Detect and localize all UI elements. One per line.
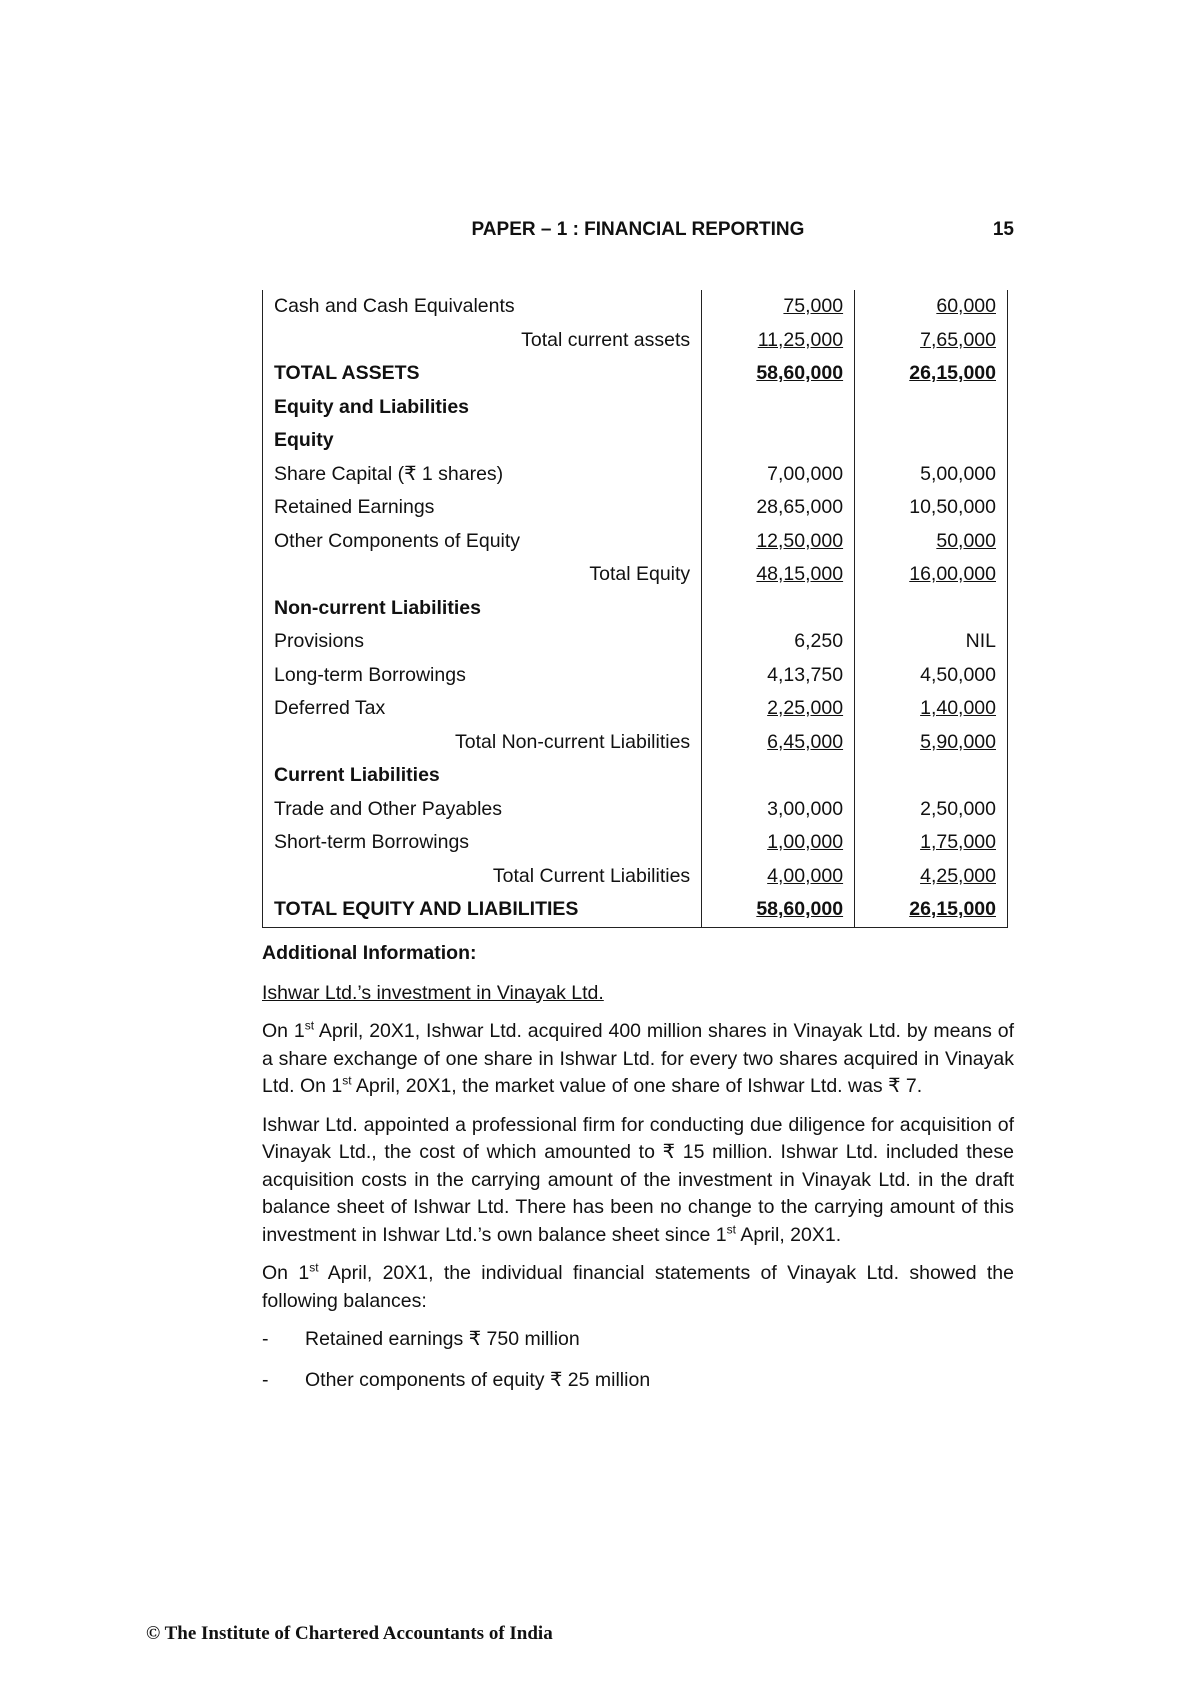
value-vinayak: 5,90,000	[920, 730, 996, 753]
table-row	[263, 726, 1008, 760]
row-label: Total Equity	[263, 558, 702, 592]
list-item	[262, 1326, 1014, 1354]
table-row	[263, 458, 1008, 492]
row-label: Long-term Borrowings	[263, 659, 702, 693]
section-heading: Equity and Liabilities	[263, 391, 702, 425]
value-ishwar: 3,00,000	[767, 797, 844, 820]
superscript: st	[304, 1018, 315, 1033]
value-ishwar: 58,60,000	[756, 362, 844, 385]
paragraph-share-exchange: On 1st April, 20X1, Ishwar Ltd. acquired 400 million shares in Vinayak Ltd. by means of a share exchange of one share in Ishwar Ltd. for every two shares acquired in Vinayak Ltd. On 1st April, 20X1, the market value of one share of Ishwar Ltd. was ₹ 7.	[262, 1018, 1014, 1097]
table-row	[263, 424, 1008, 458]
value-ishwar: 4,13,750	[767, 663, 844, 686]
value-ishwar: 7,00,000	[767, 462, 844, 485]
paragraph-balances: On 1st April, 20X1, the individual financial statements of Vinayak Ltd. showed the following balances:	[262, 1260, 1014, 1312]
table-row	[263, 558, 1008, 592]
row-label: TOTAL EQUITY AND LIABILITIES	[263, 893, 702, 927]
bullet-text: Other components of equity ₹ 25 million	[305, 1368, 651, 1391]
section-heading: Non-current Liabilities	[263, 592, 702, 626]
additional-information	[262, 940, 1014, 1407]
row-label: Deferred Tax	[263, 692, 702, 726]
row-label: Total Non-current Liabilities	[263, 726, 702, 760]
value-vinayak: NIL	[965, 630, 996, 653]
row-label: Share Capital (₹ 1 shares)	[263, 458, 702, 492]
value-vinayak: 4,50,000	[920, 663, 996, 686]
value-vinayak: 26,15,000	[909, 898, 996, 921]
section-heading: Equity	[263, 424, 702, 458]
value-vinayak: 60,000	[936, 295, 996, 318]
row-label: Retained Earnings	[263, 491, 702, 525]
table-row	[263, 826, 1008, 860]
subheading-text: Ishwar Ltd.’s investment in Vinayak Ltd.	[262, 981, 604, 1004]
value-vinayak: 16,00,000	[909, 563, 996, 586]
superscript: st	[726, 1222, 736, 1236]
table-row	[263, 491, 1008, 525]
table-row	[263, 692, 1008, 726]
superscript: st	[309, 1260, 319, 1275]
table-row	[263, 324, 1008, 358]
investment-subheading	[262, 980, 1014, 1008]
balance-sheet-table	[262, 290, 1008, 928]
table-row	[263, 391, 1008, 425]
row-label: Total Current Liabilities	[263, 860, 702, 894]
table-row	[263, 793, 1008, 827]
paragraph-due-diligence: Ishwar Ltd. appointed a professional firm for conducting due diligence for acquisition of Vinayak Ltd., the cost of which amounted to ₹ 15 million. Ishwar Ltd. included these acquisition costs in the carrying amount of the investment in Vinayak Ltd. in the draft balance sheet of Ishwar Ltd. There has been no change to the carrying amount of this investment in Ishwar Ltd.’s own balance sheet since 1st April, 20X1.	[262, 1113, 1014, 1246]
value-vinayak: 7,65,000	[920, 328, 996, 351]
value-ishwar: 11,25,000	[757, 328, 844, 351]
value-vinayak: 5,00,000	[920, 462, 996, 485]
row-label: Provisions	[263, 625, 702, 659]
page-header	[262, 219, 1014, 243]
bullet-marker: -	[262, 1328, 269, 1350]
table-row	[263, 357, 1008, 391]
value-ishwar: 2,25,000	[767, 697, 844, 720]
page-number: 15	[992, 219, 1014, 240]
value-vinayak: 50,000	[936, 529, 996, 552]
table-row	[263, 659, 1008, 693]
superscript: st	[342, 1073, 352, 1088]
value-ishwar: 6,45,000	[767, 730, 844, 753]
copyright-footer: © The Institute of Chartered Accountants of India	[146, 1623, 553, 1644]
table-row	[263, 290, 1008, 324]
table-row	[263, 525, 1008, 559]
list-item	[262, 1367, 1014, 1395]
row-label: Total current assets	[263, 324, 702, 358]
bullet-marker: -	[262, 1368, 269, 1391]
value-ishwar: 48,15,000	[756, 563, 844, 586]
value-vinayak: 4,25,000	[920, 864, 996, 887]
table-row	[263, 625, 1008, 659]
paper-title: PAPER – 1 : FINANCIAL REPORTING	[471, 219, 805, 240]
table-row	[263, 592, 1008, 626]
table-row	[263, 759, 1008, 793]
value-ishwar: 1,00,000	[767, 831, 844, 854]
section-heading: Current Liabilities	[263, 759, 702, 793]
value-vinayak: 1,40,000	[920, 697, 996, 720]
row-label: Cash and Cash Equivalents	[263, 290, 702, 324]
value-vinayak: 10,50,000	[909, 496, 996, 519]
table-row	[263, 860, 1008, 894]
value-ishwar: 6,250	[794, 630, 844, 653]
row-label: Other Components of Equity	[263, 525, 702, 559]
bullet-text: Retained earnings ₹ 750 million	[305, 1328, 580, 1350]
value-ishwar: 75,000	[783, 295, 844, 318]
value-ishwar: 58,60,000	[756, 898, 844, 921]
row-label: Short-term Borrowings	[263, 826, 702, 860]
value-vinayak: 1,75,000	[920, 831, 996, 854]
value-ishwar: 12,50,000	[756, 529, 844, 552]
row-label: TOTAL ASSETS	[263, 357, 702, 391]
value-ishwar: 4,00,000	[767, 864, 844, 887]
value-vinayak: 26,15,000	[909, 362, 996, 385]
table-row	[263, 893, 1008, 927]
value-vinayak: 2,50,000	[920, 797, 996, 820]
value-ishwar: 28,65,000	[756, 496, 844, 519]
additional-heading: Additional Information:	[262, 942, 477, 964]
row-label: Trade and Other Payables	[263, 793, 702, 827]
